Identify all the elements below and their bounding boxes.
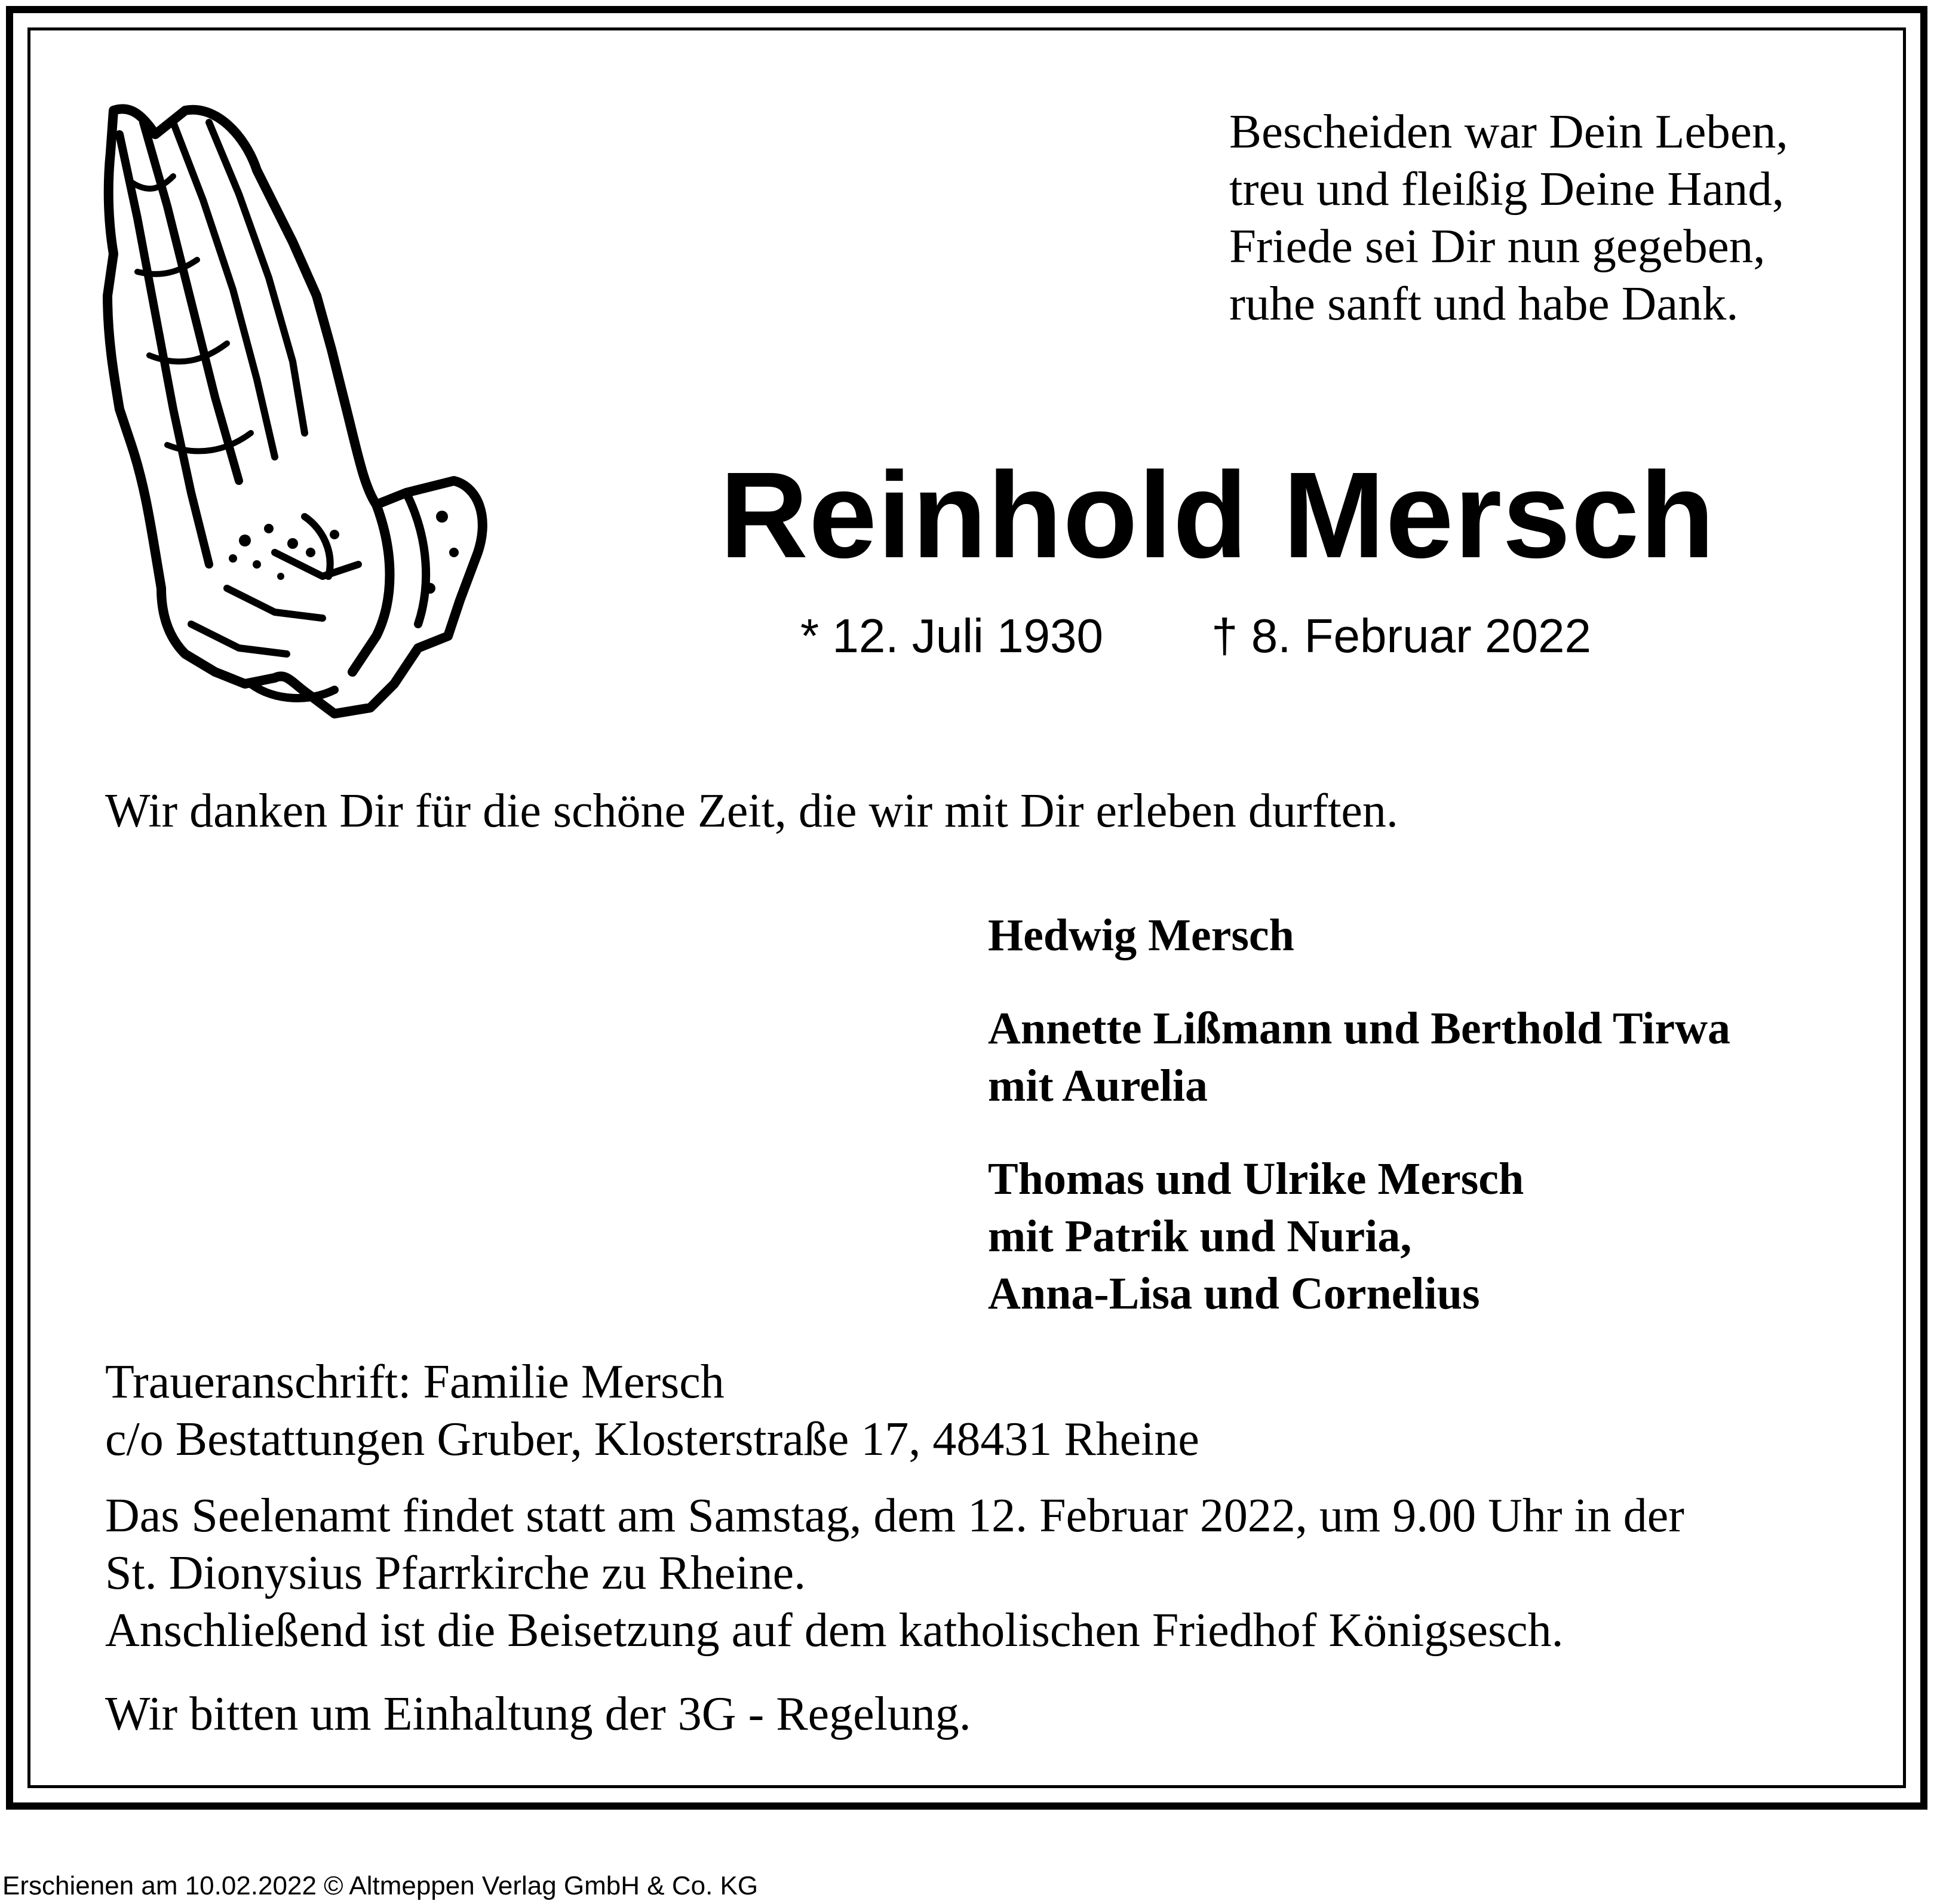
regulation-note	[105, 1685, 971, 1743]
mourner-line: Anna-Lisa und Cornelius	[988, 1269, 1480, 1319]
mourner-line: Annette Lißmann und Berthold Tirwa	[988, 1003, 1731, 1054]
mourning-address	[105, 1353, 1199, 1468]
address-line: c/o Bestattungen Gruber, Klosterstraße 17, 48431 Rheine	[105, 1413, 1199, 1466]
verse-line: Bescheiden war Dein Leben,	[1229, 105, 1788, 158]
mourner-line: Thomas und Ulrike Mersch	[988, 1154, 1524, 1204]
thanks-line: Wir danken Dir für die schöne Zeit, die wir mit Dir erleben durften.	[105, 785, 1398, 837]
mourner-line: Hedwig Mersch	[988, 910, 1294, 960]
mourner-group	[988, 1000, 1730, 1114]
service-line: Das Seelenamt findet statt am Samstag, dem 12. Februar 2022, um 9.00 Uhr in der	[105, 1490, 1684, 1542]
mourner-group	[988, 907, 1294, 964]
death-date: † 8. Februar 2022	[1211, 609, 1591, 662]
mourner-group	[988, 1150, 1524, 1322]
praying-hands-icon	[96, 99, 502, 726]
memorial-verse	[1229, 103, 1788, 332]
address-line: Traueranschrift: Familie Mersch	[105, 1356, 725, 1408]
verse-line: ruhe sanft und habe Dank.	[1229, 277, 1739, 330]
deceased-name: Reinhold Mersch	[720, 447, 1715, 584]
mourner-line: mit Patrik und Nuria,	[988, 1211, 1412, 1261]
mourner-line: mit Aurelia	[988, 1061, 1208, 1111]
note-line: Wir bitten um Einhaltung der 3G - Regelung.	[105, 1688, 971, 1740]
verse-line: treu und fleißig Deine Hand,	[1229, 162, 1784, 216]
birth-date: * 12. Juli 1930	[800, 609, 1104, 662]
service-info	[105, 1487, 1684, 1659]
service-line: Anschließend ist die Beisetzung auf dem katholischen Friedhof Königsesch.	[105, 1604, 1564, 1657]
verse-line: Friede sei Dir nun gegeben,	[1229, 219, 1766, 273]
service-line: St. Dionysius Pfarrkirche zu Rheine.	[105, 1547, 806, 1599]
publication-footer: Erschienen am 10.02.2022 © Altmeppen Verlag GmbH & Co. KG	[2, 1871, 759, 1900]
